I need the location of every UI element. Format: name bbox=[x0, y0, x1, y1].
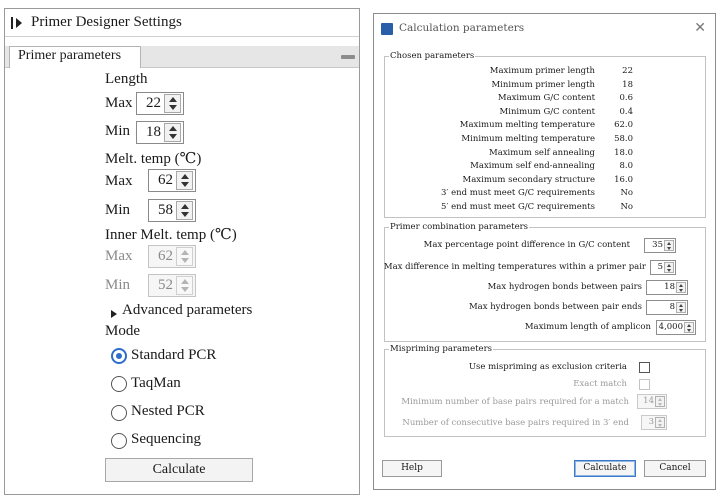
calculate-button[interactable]: Calculate bbox=[105, 458, 253, 482]
inner-melt-temp-max-stepper[interactable] bbox=[148, 245, 196, 268]
mispriming-heading: Mispriming parameters bbox=[390, 344, 493, 354]
chosen-param-label: Maximum melting temperature bbox=[459, 120, 595, 131]
dialog-title: Calculation parameters bbox=[399, 22, 525, 34]
length-min-label: Min bbox=[105, 123, 131, 139]
expand-triangle-icon[interactable] bbox=[111, 310, 117, 318]
dialog-calculate-button[interactable]: Calculate bbox=[574, 460, 636, 477]
chosen-param-value: 0.6 bbox=[619, 93, 633, 104]
exact-match-checkbox[interactable] bbox=[639, 379, 650, 390]
length-max-value: 22 bbox=[146, 95, 161, 111]
panel-collapse-icon[interactable] bbox=[10, 16, 24, 30]
chosen-param-label: Maximum self annealing bbox=[488, 147, 595, 158]
chosen-param-value: No bbox=[620, 188, 633, 199]
tab-primer-parameters[interactable]: Primer parameters bbox=[9, 46, 141, 68]
melt-diff-stepper[interactable] bbox=[650, 260, 676, 275]
use-mispriming-checkbox[interactable] bbox=[639, 362, 650, 373]
inner-melt-temp-max-label: Max bbox=[105, 248, 133, 264]
melt-temp-heading: Melt. temp (℃) bbox=[105, 151, 202, 167]
amplicon-length-value: 4,000 bbox=[658, 322, 683, 332]
melt-diff-value: 5 bbox=[657, 262, 663, 272]
radio-label-nested-pcr[interactable]: Nested PCR bbox=[131, 403, 205, 419]
use-mispriming-label: Use mispriming as exclusion criteria bbox=[468, 362, 627, 372]
advanced-parameters-toggle[interactable]: Advanced parameters bbox=[122, 302, 253, 318]
hbond-pairs-value: 18 bbox=[664, 282, 675, 292]
length-min-value: 18 bbox=[146, 124, 161, 140]
drag-handle-icon[interactable] bbox=[341, 55, 355, 59]
inner-melt-temp-min-value: 52 bbox=[158, 277, 173, 293]
radio-nested-pcr[interactable] bbox=[111, 405, 127, 421]
combo-label-hbond-pairs: Max hydrogen bonds between pairs bbox=[487, 282, 642, 292]
melt-temp-max-value: 62 bbox=[158, 172, 173, 188]
spin-arrows-icon[interactable] bbox=[164, 123, 181, 142]
consecutive-pairs-stepper[interactable] bbox=[641, 415, 667, 430]
inner-melt-temp-heading: Inner Melt. temp (℃) bbox=[105, 227, 237, 243]
app-icon bbox=[381, 23, 393, 35]
exact-match-label: Exact match bbox=[573, 379, 627, 389]
combo-label-hbond-ends: Max hydrogen bonds between pair ends bbox=[468, 302, 642, 312]
spin-arrows-icon[interactable] bbox=[176, 171, 193, 190]
gc-diff-value: 35 bbox=[652, 240, 663, 250]
melt-temp-min-label: Min bbox=[105, 202, 131, 218]
primer-combination-heading: Primer combination parameters bbox=[390, 222, 529, 232]
chosen-param-value: 62.0 bbox=[614, 120, 633, 131]
spin-arrows-icon[interactable] bbox=[176, 201, 193, 220]
amplicon-length-stepper[interactable] bbox=[656, 320, 696, 335]
melt-temp-max-label: Max bbox=[105, 173, 133, 189]
panel-titlebar bbox=[5, 9, 359, 37]
spin-arrows-icon[interactable] bbox=[664, 262, 674, 273]
hbond-pairs-stepper[interactable] bbox=[646, 280, 688, 295]
radio-label-taqman[interactable]: TaqMan bbox=[131, 375, 181, 391]
spin-arrows-icon[interactable] bbox=[655, 396, 665, 407]
chosen-param-value: 16.0 bbox=[614, 174, 633, 185]
chosen-param-value: 22 bbox=[622, 66, 633, 76]
combo-label-amplicon-length: Maximum length of amplicon bbox=[524, 322, 651, 332]
inner-melt-temp-min-label: Min bbox=[105, 277, 131, 293]
chosen-parameters-heading: Chosen parameters bbox=[390, 51, 475, 61]
chosen-param-value: 18 bbox=[622, 79, 633, 90]
length-heading: Length bbox=[105, 71, 148, 87]
chosen-param-label: Maximum self end-annealing bbox=[470, 161, 595, 172]
melt-temp-min-stepper[interactable] bbox=[148, 199, 196, 222]
radio-sequencing[interactable] bbox=[111, 433, 127, 449]
radio-standard-pcr[interactable] bbox=[111, 348, 127, 364]
inner-melt-temp-min-stepper[interactable] bbox=[148, 274, 196, 297]
spin-arrows-icon[interactable] bbox=[676, 302, 686, 313]
spin-arrows-icon[interactable] bbox=[664, 240, 674, 251]
chosen-param-label: Minimum primer length bbox=[491, 79, 595, 90]
hbond-ends-value: 8 bbox=[669, 302, 675, 312]
tab-bar bbox=[5, 46, 359, 68]
chosen-param-label: Minimum melting temperature bbox=[461, 134, 595, 144]
chosen-param-label: 5′ end must meet G/C requirements bbox=[441, 202, 595, 212]
length-max-stepper[interactable] bbox=[136, 92, 184, 115]
melt-temp-min-value: 58 bbox=[158, 202, 173, 218]
length-min-stepper[interactable] bbox=[136, 121, 184, 144]
spin-arrows-icon[interactable] bbox=[176, 247, 193, 266]
spin-arrows-icon[interactable] bbox=[676, 282, 686, 293]
radio-taqman[interactable] bbox=[111, 376, 127, 392]
dialog-titlebar bbox=[374, 14, 715, 44]
mode-heading: Mode bbox=[105, 323, 140, 339]
min-pairs-value: 14 bbox=[643, 396, 654, 406]
panel-title: Primer Designer Settings bbox=[31, 14, 182, 30]
cancel-button[interactable]: Cancel bbox=[644, 460, 706, 477]
chosen-param-label: Maximum G/C content bbox=[497, 93, 595, 104]
melt-temp-max-stepper[interactable] bbox=[148, 169, 196, 192]
spin-arrows-icon[interactable] bbox=[655, 417, 665, 428]
min-pairs-label: Minimum number of base pairs required for a match bbox=[401, 397, 629, 407]
chosen-param-value: 8.0 bbox=[619, 161, 633, 172]
radio-label-standard-pcr[interactable]: Standard PCR bbox=[131, 347, 217, 363]
chosen-param-value: No bbox=[620, 202, 633, 212]
hbond-ends-stepper[interactable] bbox=[646, 300, 688, 315]
help-button[interactable]: Help bbox=[382, 460, 442, 477]
consecutive-pairs-label: Number of consecutive base pairs required in 3′ end bbox=[402, 418, 629, 428]
chosen-param-value: 58.0 bbox=[614, 134, 633, 144]
length-max-label: Max bbox=[105, 95, 133, 111]
chosen-param-label: Maximum primer length bbox=[489, 66, 595, 76]
gc-diff-stepper[interactable] bbox=[644, 238, 676, 253]
spin-arrows-icon[interactable] bbox=[164, 94, 181, 113]
min-pairs-stepper[interactable] bbox=[637, 394, 667, 409]
close-icon[interactable]: ✕ bbox=[694, 20, 706, 36]
chosen-param-label: Minimum G/C content bbox=[499, 106, 595, 117]
primer-designer-panel bbox=[4, 8, 360, 495]
calculation-parameters-dialog bbox=[373, 13, 716, 490]
combo-label-gc-diff: Max percentage point difference in G/C content bbox=[423, 240, 630, 250]
chosen-param-label: 3′ end must meet G/C requirements bbox=[441, 188, 595, 199]
chosen-param-value: 18.0 bbox=[614, 147, 633, 158]
combo-label-melt-diff: Max difference in melting temperatures within a primer pair bbox=[383, 262, 646, 272]
spin-arrows-icon[interactable] bbox=[176, 276, 193, 295]
spin-arrows-icon[interactable] bbox=[684, 322, 694, 333]
chosen-param-value: 0.4 bbox=[619, 106, 633, 117]
chosen-param-label: Maximum secondary structure bbox=[462, 174, 595, 185]
radio-label-sequencing[interactable]: Sequencing bbox=[131, 431, 201, 447]
consecutive-pairs-value: 3 bbox=[648, 417, 654, 427]
inner-melt-temp-max-value: 62 bbox=[158, 248, 173, 264]
